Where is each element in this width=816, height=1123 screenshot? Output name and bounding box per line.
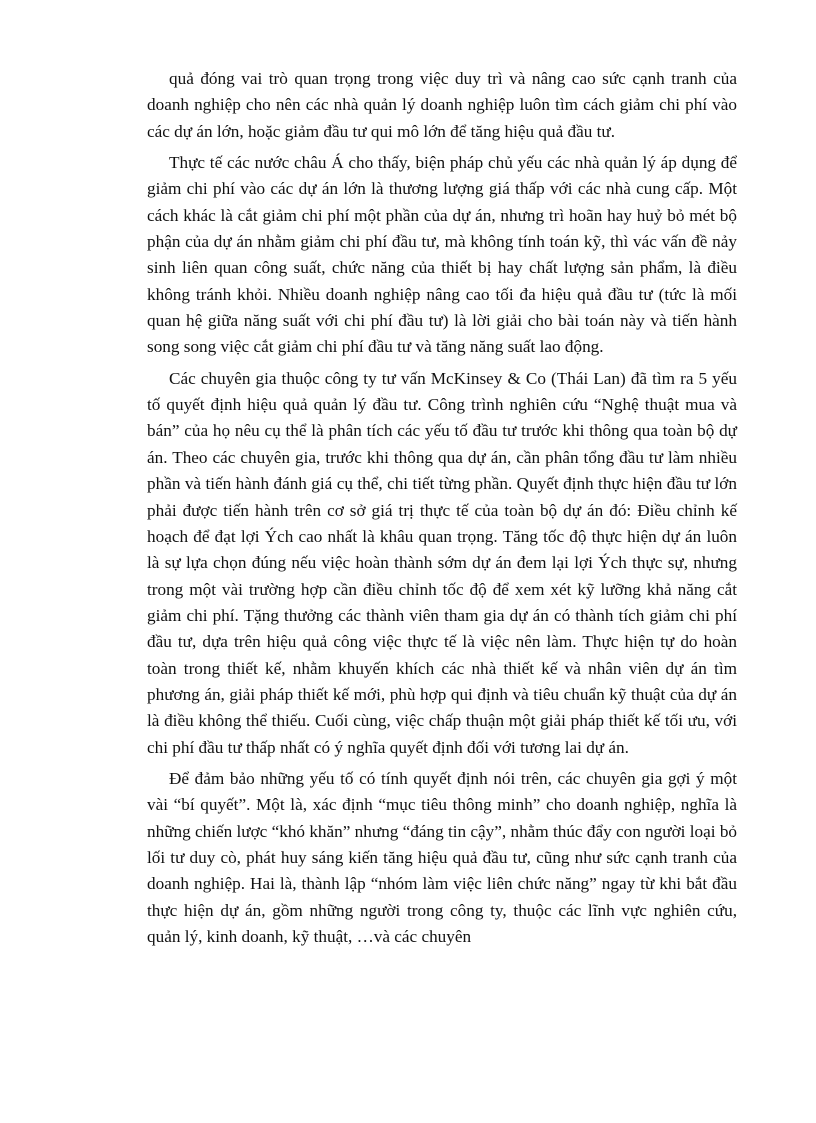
paragraph-3: Các chuyên gia thuộc công ty tư vấn McKinsey & Co (Thái Lan) đã tìm ra 5 yếu tố quyết định hiệu quả quản lý đầu tư. Công trình nghiên cứu “Nghệ thuật mua và bán” của họ nêu cụ thể là phân tích các yếu tố đầu tư trước khi thông qua toàn bộ dự án. Theo các chuyên gia, trước khi thông qua dự án, cần phân tổng đầu tư làm nhiều phần và tiến hành đánh giá cụ thể, chi tiết từng phần. Quyết định thực hiện đầu tư lớn phải được tiến hành trên cơ sở giá trị thực tế của toàn bộ dự án đó: Điều chỉnh kế hoạch để đạt lợi Ých cao nhất là khâu quan trọng. Tăng tốc độ thực hiện dự án luôn là sự lựa chọn đúng nếu việc hoàn thành sớm dự án đem lại lợi Ých thực sự, nhưng trong một vài trường hợp cần điều chỉnh tốc độ để xem xét kỹ lưỡng khả năng cắt giảm chi phí. Tặng thưởng các thành viên tham gia dự án có thành tích giảm chi phí đầu tư, dựa trên hiệu quả công việc thực tế là việc nên làm. Thực hiện tự do hoàn toàn trong thiết kế, nhằm khuyến khích các nhà thiết kế và nhân viên dự án tìm phương án, giải pháp thiết kế mới, phù hợp qui định và tiêu chuẩn kỹ thuật của dự án là điều không thể thiếu. Cuối cùng, việc chấp thuận một giải pháp thiết kế tối ưu, với chi phí đầu tư thấp nhất có ý nghĩa quyết định đối với tương lai dự án.: [147, 368, 737, 757]
document-body: [147, 66, 737, 955]
paragraph-2: Thực tế các nước châu Á cho thấy, biện pháp chủ yếu các nhà quản lý áp dụng để giảm chi phí vào các dự án lớn là thương lượng giá thấp với các nhà cung cấp. Một cách khác là cắt giảm chi phí một phần của dự án, nhưng trì hoãn hay huỷ bỏ mét bộ phận của dự án nhằm giảm chi phí đầu tư, mà không tính toán kỹ, thì vác vấn đề nảy sinh liên quan công suất, chức năng của thiết bị hay chất lượng sản phẩm, là điều không tránh khỏi. Nhiều doanh nghiệp nâng cao tối đa hiệu quả đầu tư (tức là mối quan hệ giữa năng suất với chi phí đầu tư) là lời giải cho bài toán này và tiến hành song song việc cắt giảm chi phí đầu tư và tăng năng suất lao động.: [147, 153, 737, 357]
paragraph-1: quả đóng vai trò quan trọng trong việc duy trì và nâng cao sức cạnh tranh của doanh nghiệp cho nên các nhà quản lý doanh nghiệp luôn tìm cách giảm chi phí vào các dự án lớn, hoặc giảm đầu tư qui mô lớn để tăng hiệu quả đầu tư.: [147, 69, 737, 141]
paragraph-4: Để đảm bảo những yếu tố có tính quyết định nói trên, các chuyên gia gợi ý một vài “bí quyết”. Một là, xác định “mục tiêu thông minh” cho doanh nghiệp, nghĩa là những chiến lược “khó khăn” nhưng “đáng tin cậy”, nhằm thúc đẩy con người loại bỏ lối tư duy cò, phát huy sáng kiến tăng hiệu quả đầu tư, cũng như sức cạnh tranh của doanh nghiệp. Hai là, thành lập “nhóm làm việc liên chức năng” ngay từ khi bắt đầu thực hiện dự án, gồm những người trong công ty, thuộc các lĩnh vực nghiên cứu, quản lý, kinh doanh, kỹ thuật, …và các chuyên: [147, 768, 738, 946]
